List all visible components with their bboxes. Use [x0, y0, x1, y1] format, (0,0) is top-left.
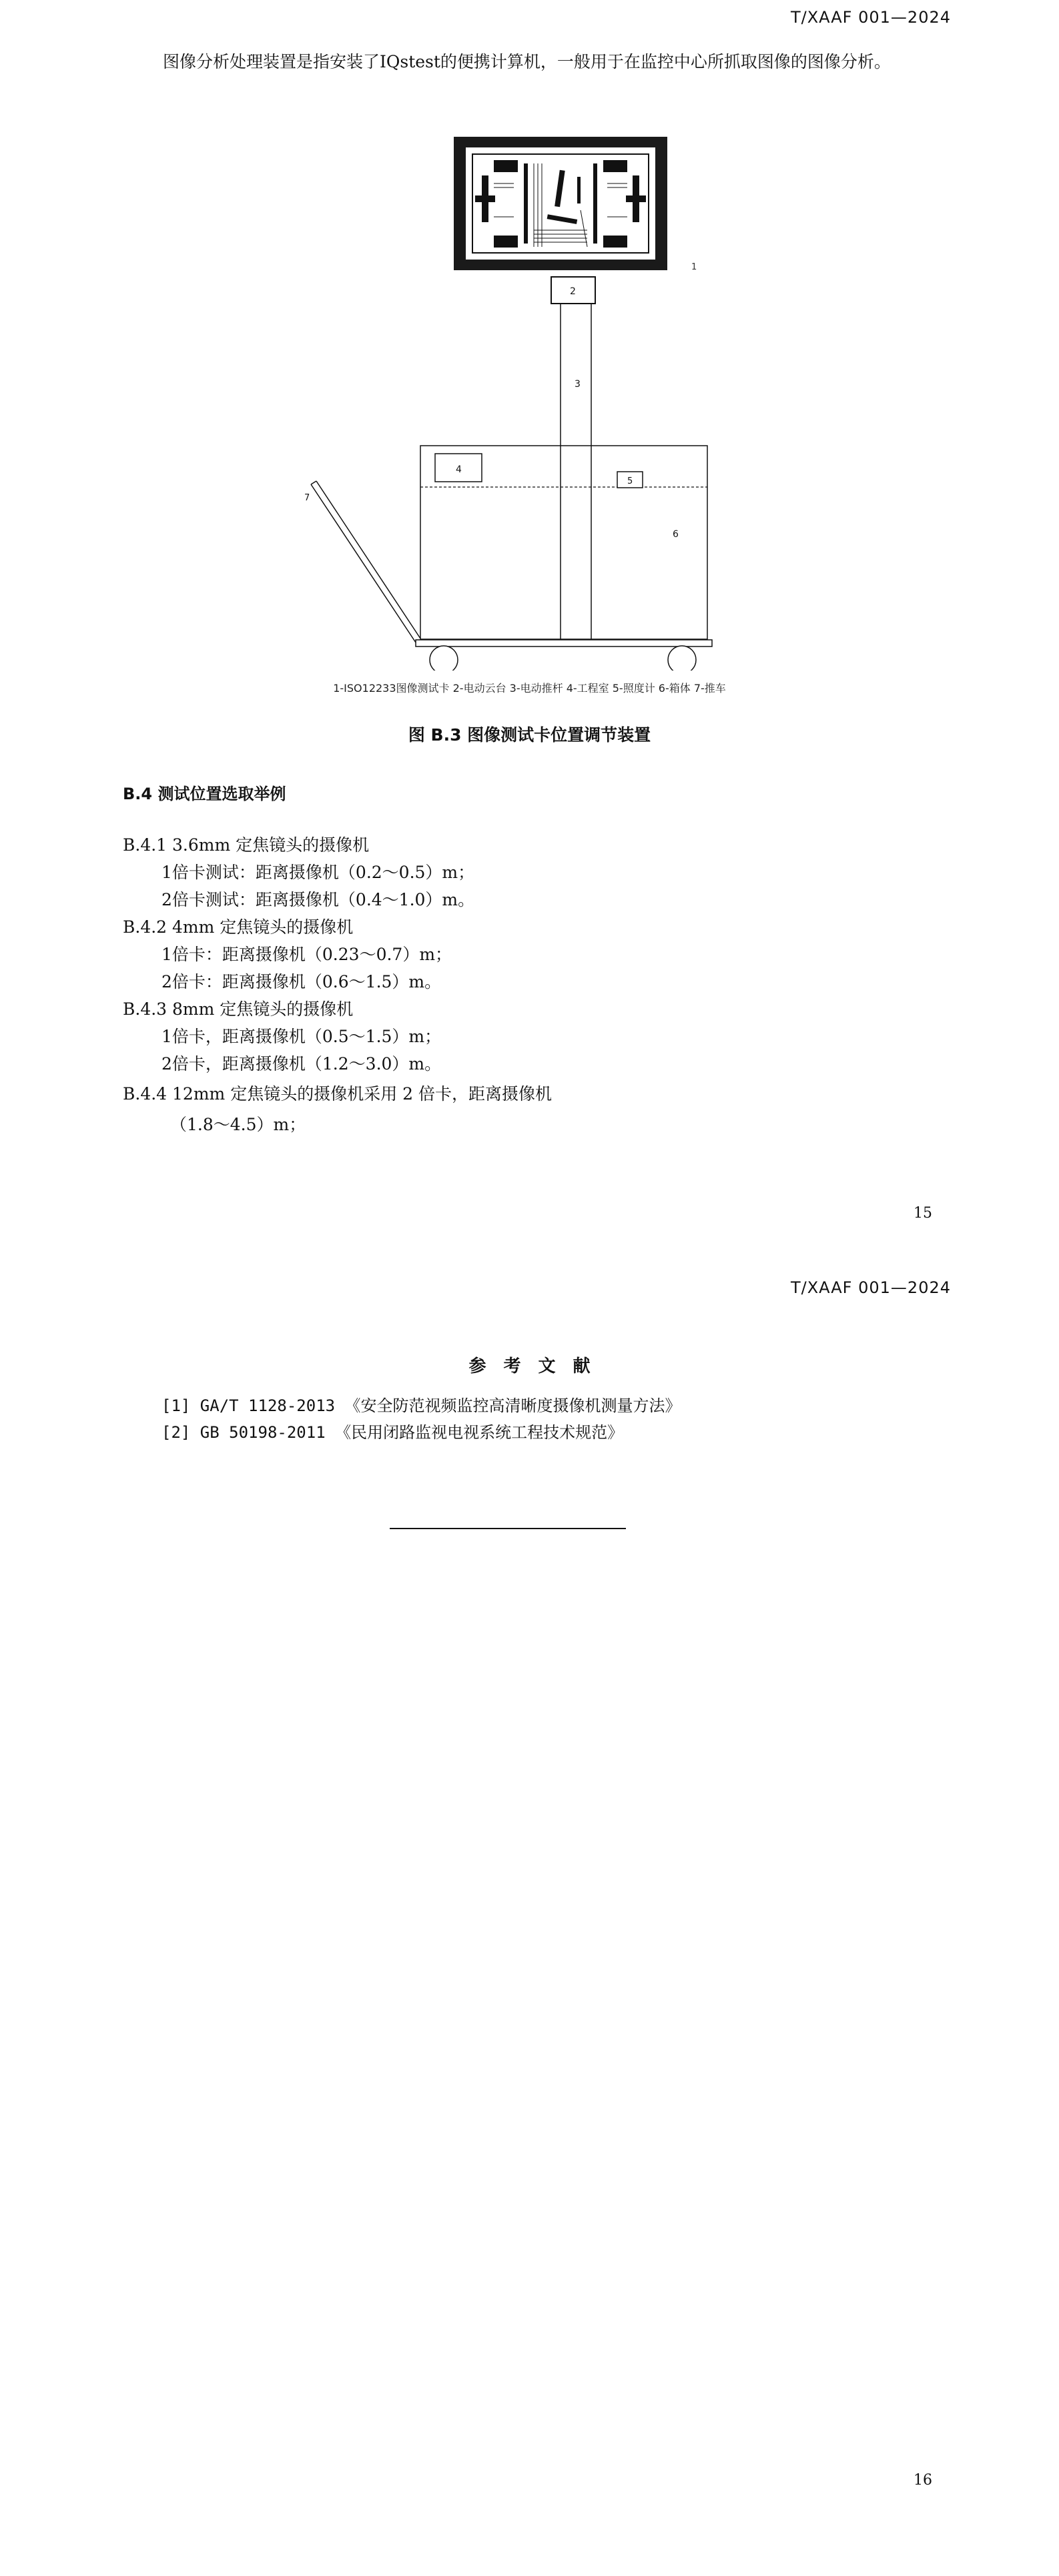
references-title: 参考文献	[468, 1356, 608, 1376]
left-wheel	[430, 646, 458, 671]
clause-b42: B.4.2 4mm 定焦镜头的摄像机	[123, 917, 354, 937]
clause-item: 1倍卡：距离摄像机（0.23～0.7）m；	[161, 945, 452, 964]
page-15	[0, 0, 1059, 1284]
page-16	[0, 1278, 1059, 2576]
callout-2: 2	[570, 286, 576, 297]
end-rule	[390, 1528, 626, 1529]
iso12233-test-card	[454, 137, 667, 270]
test-card-adjustment-figure	[294, 123, 761, 671]
running-header: T/XAAF 001—2024	[790, 1278, 951, 1297]
running-header: T/XAAF 001—2024	[790, 8, 951, 27]
clause-item: 2倍卡，距离摄像机（1.2～3.0）m。	[161, 1054, 442, 1074]
callout-6: 6	[673, 529, 679, 540]
clause-b41: B.4.1 3.6mm 定焦镜头的摄像机	[123, 835, 370, 855]
electric-push-rod	[561, 304, 591, 640]
page-number: 15	[914, 1205, 932, 1222]
callout-5: 5	[627, 476, 633, 486]
clause-item: 1倍卡测试：距离摄像机（0.2～0.5）m；	[161, 863, 475, 882]
callout-3: 3	[575, 379, 581, 390]
callout-4: 4	[456, 464, 462, 475]
clause-item: （1.8～4.5）m；	[170, 1115, 306, 1134]
right-wheel	[668, 646, 696, 671]
page-number: 16	[914, 2472, 932, 2489]
clause-item: 1倍卡，距离摄像机（0.5～1.5）m；	[161, 1027, 442, 1046]
intro-paragraph: 图像分析处理装置是指安装了IQstest的便携计算机，一般用于在监控中心所抓取图像的图像分析。	[163, 52, 891, 71]
reference-item: [1] GA/T 1128-2013 《安全防范视频监控高清晰度摄像机测量方法》	[161, 1396, 681, 1415]
callout-7: 7	[304, 493, 310, 503]
clause-b44: B.4.4 12mm 定焦镜头的摄像机采用 2 倍卡，距离摄像机	[123, 1084, 552, 1104]
clause-item: 2倍卡：距离摄像机（0.6～1.5）m。	[161, 972, 442, 991]
cart-handle	[311, 481, 420, 642]
clause-b43: B.4.3 8mm 定焦镜头的摄像机	[123, 999, 354, 1019]
figure-legend: 1-ISO12233图像测试卡 2-电动云台 3-电动推杆 4-工程室 5-照度计 6-箱体 7-推车	[333, 682, 726, 695]
section-heading: B.4 测试位置选取举例	[123, 785, 286, 803]
callout-1: 1	[691, 262, 697, 272]
figure-caption: 图 B.3 图像测试卡位置调节装置	[408, 725, 651, 745]
clause-item: 2倍卡测试：距离摄像机（0.4～1.0）m。	[161, 890, 475, 909]
reference-item: [2] GB 50198-2011 《民用闭路监视电视系统工程技术规范》	[161, 1423, 624, 1442]
